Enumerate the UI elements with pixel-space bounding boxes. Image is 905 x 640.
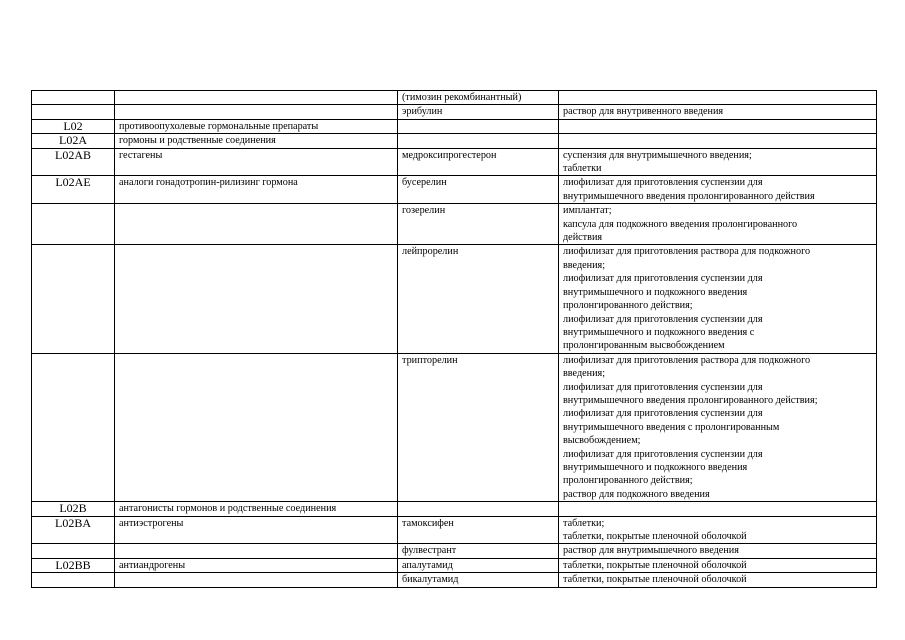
- atc-code-cell: L02AB: [32, 148, 115, 176]
- dosage-form-cell: таблетки; таблетки, покрытые пленочной оболочкой: [559, 516, 877, 544]
- drug-name-cell: медроксипрогестерон: [398, 148, 559, 176]
- table-row: [32, 245, 877, 353]
- drug-table: [31, 90, 877, 588]
- table-row: [32, 204, 877, 245]
- atc-code-cell: [32, 573, 115, 587]
- drug-name-cell: эрибулин: [398, 105, 559, 119]
- group-name-cell: противоопухолевые гормональные препараты: [115, 119, 398, 133]
- dosage-form-cell: лиофилизат для приготовления раствора для подкожного введения; лиофилизат для приготовления суспензии для внутримышечного введения пролонгированного действия; лиофилизат для приготовления суспензии для внутримышечного введения с пролонгированным высвобождением; лиофилизат для приготовления суспензии для внутримышечного и подкожного введения пролонгированного действия; раствор для подкожного введения: [559, 353, 877, 501]
- dosage-form-cell: лиофилизат для приготовления раствора для подкожного введения; лиофилизат для приготовления суспензии для внутримышечного и подкожного введения пролонгированного действия; лиофилизат для приготовления суспензии для внутримышечного и подкожного введения с пролонгированным высвобождением: [559, 245, 877, 353]
- table-row: [32, 134, 877, 148]
- group-name-cell: [115, 91, 398, 105]
- dosage-form-cell: [559, 502, 877, 516]
- dosage-form-cell: имплантат; капсула для подкожного введения пролонгированного действия: [559, 204, 877, 245]
- group-name-cell: гормоны и родственные соединения: [115, 134, 398, 148]
- dosage-form-cell: раствор для внутривенного введения: [559, 105, 877, 119]
- dosage-form-cell: [559, 91, 877, 105]
- atc-code-cell: L02B: [32, 502, 115, 516]
- dosage-form-cell: таблетки, покрытые пленочной оболочкой: [559, 573, 877, 587]
- drug-name-cell: фулвестрант: [398, 544, 559, 558]
- drug-name-cell: бикалутамид: [398, 573, 559, 587]
- dosage-form-cell: раствор для внутримышечного введения: [559, 544, 877, 558]
- atc-code-cell: [32, 105, 115, 119]
- table-row: [32, 105, 877, 119]
- table-row: [32, 119, 877, 133]
- table-row: [32, 516, 877, 544]
- table-row: [32, 573, 877, 587]
- drug-name-cell: тамоксифен: [398, 516, 559, 544]
- drug-name-cell: (тимозин рекомбинантный): [398, 91, 559, 105]
- group-name-cell: антагонисты гормонов и родственные соединения: [115, 502, 398, 516]
- dosage-form-cell: суспензия для внутримышечного введения; таблетки: [559, 148, 877, 176]
- atc-code-cell: [32, 544, 115, 558]
- table-row: [32, 558, 877, 572]
- drug-name-cell: трипторелин: [398, 353, 559, 501]
- atc-code-cell: [32, 353, 115, 501]
- atc-code-cell: [32, 204, 115, 245]
- table-row: [32, 353, 877, 501]
- atc-code-cell: L02: [32, 119, 115, 133]
- drug-table-body: [32, 91, 877, 588]
- drug-name-cell: бусерелин: [398, 176, 559, 204]
- dosage-form-cell: таблетки, покрытые пленочной оболочкой: [559, 558, 877, 572]
- group-name-cell: [115, 105, 398, 119]
- dosage-form-cell: [559, 119, 877, 133]
- group-name-cell: гестагены: [115, 148, 398, 176]
- group-name-cell: антиэстрогены: [115, 516, 398, 544]
- dosage-form-cell: [559, 134, 877, 148]
- drug-name-cell: [398, 119, 559, 133]
- atc-code-cell: [32, 91, 115, 105]
- group-name-cell: [115, 573, 398, 587]
- group-name-cell: антиандрогены: [115, 558, 398, 572]
- drug-name-cell: [398, 134, 559, 148]
- group-name-cell: [115, 544, 398, 558]
- table-row: [32, 502, 877, 516]
- group-name-cell: [115, 245, 398, 353]
- dosage-form-cell: лиофилизат для приготовления суспензии для внутримышечного введения пролонгированного действия: [559, 176, 877, 204]
- table-row: [32, 544, 877, 558]
- atc-code-cell: L02BB: [32, 558, 115, 572]
- group-name-cell: [115, 353, 398, 501]
- table-row: [32, 91, 877, 105]
- drug-name-cell: гозерелин: [398, 204, 559, 245]
- drug-name-cell: лейпрорелин: [398, 245, 559, 353]
- drug-name-cell: [398, 502, 559, 516]
- atc-code-cell: [32, 245, 115, 353]
- drug-name-cell: апалутамид: [398, 558, 559, 572]
- atc-code-cell: L02AE: [32, 176, 115, 204]
- table-row: [32, 148, 877, 176]
- atc-code-cell: L02BA: [32, 516, 115, 544]
- table-row: [32, 176, 877, 204]
- group-name-cell: аналоги гонадотропин-рилизинг гормона: [115, 176, 398, 204]
- group-name-cell: [115, 204, 398, 245]
- atc-code-cell: L02A: [32, 134, 115, 148]
